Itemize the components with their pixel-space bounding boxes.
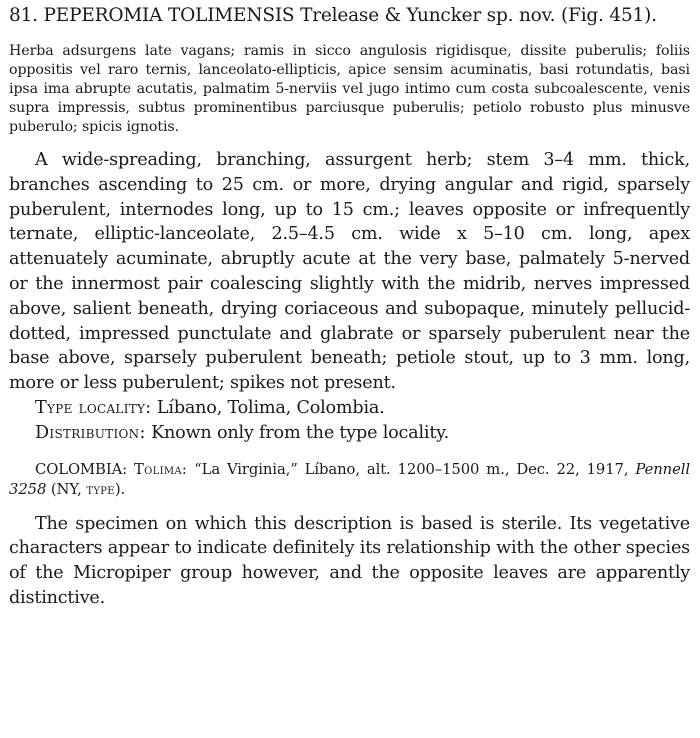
distribution	[9, 421, 690, 446]
species-heading	[9, 4, 690, 28]
species-number: 81.	[9, 5, 38, 26]
distribution-value: Known only from the type locality.	[151, 422, 449, 443]
specimen-type-label: type	[86, 480, 115, 498]
specimen-collector: Pennell 3258	[9, 460, 691, 498]
specimen-department: Tolima:	[133, 460, 188, 478]
specimen-closing: ).	[114, 480, 126, 498]
type-locality-value: Líbano, Tolima, Colombia.	[156, 397, 385, 418]
specimen-details: “La Virginia,” Líbano, alt. 1200–1500 m., Dec. 22, 1917,	[194, 460, 629, 478]
specimen-citation	[9, 460, 690, 500]
species-name: PEPEROMIA TOLIMENSIS	[43, 5, 295, 26]
figure-reference: (Fig. 451).	[561, 5, 657, 26]
discussion-notes: The specimen on which this description is based is sterile. Its vegetative characters appear to indicate definitely its relationship with the other species of the Micropiper group however, and the opposite leaves are apparently distinctive.	[9, 513, 690, 608]
english-description: A wide-spreading, branching, assurgent herb; stem 3–4 mm. thick, branches ascending to 25 cm. or more, drying angular and rigid, sparsely puberulent, internodes long, up to 15 cm.; leaves opposite or infrequently ternate, elliptic-lanceolate, 2.5–4.5 cm. wide x 5–10 cm. long, apex attenuately acuminate, abruptly acute at the very base, palmately 5-nerved or the innermost pair coalescing slightly with the midrib, nerves impressed above, salient beneath, drying coriaceous and subopaque, minutely pellucid-dotted, impressed punctulate and glabrate or sparsely puberulent near the base above, sparsely puberulent beneath; petiole stout, up to 3 mm. long, more or less puberulent; spikes not present.	[9, 150, 690, 394]
type-locality-label: Type locality:	[35, 397, 152, 418]
specimen-country: COLOMBIA:	[35, 460, 128, 478]
latin-description: Herba adsurgens late vagans; ramis in sicco angulosis rigidisque, dissite puberulis; foliis oppositis vel raro ternis, lanceolato-ellipticis, apice sensim acuminatis, basi rotundatis, basi ipsa ima abrupte acutatis, palmatim 5-nerviis vel jugo intimo cum costa subcoalescente, venis supra impressis, subtus prominentibus parciusque puberulis; petiolo robusto plus minusve puberulo; spicis ignotis.	[9, 43, 690, 135]
species-authority: Trelease & Yuncker sp. nov.	[300, 5, 556, 26]
type-locality	[9, 396, 690, 421]
distribution-label: Distribution:	[35, 422, 146, 443]
specimen-herbarium: (NY,	[50, 480, 82, 498]
